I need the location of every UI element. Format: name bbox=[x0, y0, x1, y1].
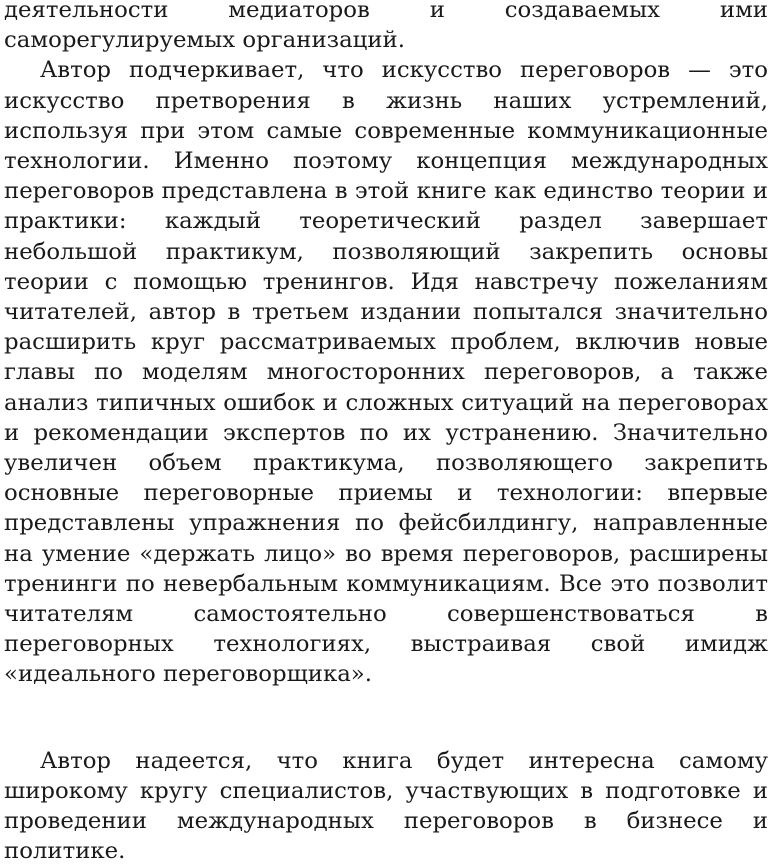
paragraph-author-hope: Автор надеется, что книга будет интересна самому широкому кругу специалистов, участвующих в подготовке и проведении международных переговоров в бизнесе и политике. bbox=[4, 747, 768, 865]
paragraph-author-emphasis: Автор подчеркивает, что искусство переговоров — это искусство претворения в жизнь наших устремлений, используя при этом самые современные коммуникационные технологии. Именно поэтому концепция международных переговоров представлена в этой книге как единство теории и практики: каждый теоретический раздел завершает небольшой практикум, позволяющий закрепить основы теории с помощью тренингов. Идя навстречу пожеланиям читателей, автор в третьем издании попытался значительно расширить круг рассматриваемых проблем, включив новые главы по моделям многосторонних переговоров, а также анализ типичных ошибок и сложных ситуаций на переговорах и рекомендации экспертов по их устранению. Значительно увеличен объем практикума, позволяющего закрепить основные переговорные приемы и технологии: впервые представлены упражнения по фейсбилдингу, направленные на умение «держать лицо» во время переговоров, расширены тренинги по невербальным коммуникациям. Все это позволит читателям самостоятельно совершенствоваться в переговорных технологиях, выстраивая свой имидж «идеального переговорщика». bbox=[4, 57, 768, 688]
paragraph-continuation: деятельности медиаторов и создаваемых ими саморегулируемых организаций. bbox=[4, 0, 768, 54]
paragraph-spacer bbox=[4, 690, 768, 746]
document-page bbox=[4, 0, 768, 866]
